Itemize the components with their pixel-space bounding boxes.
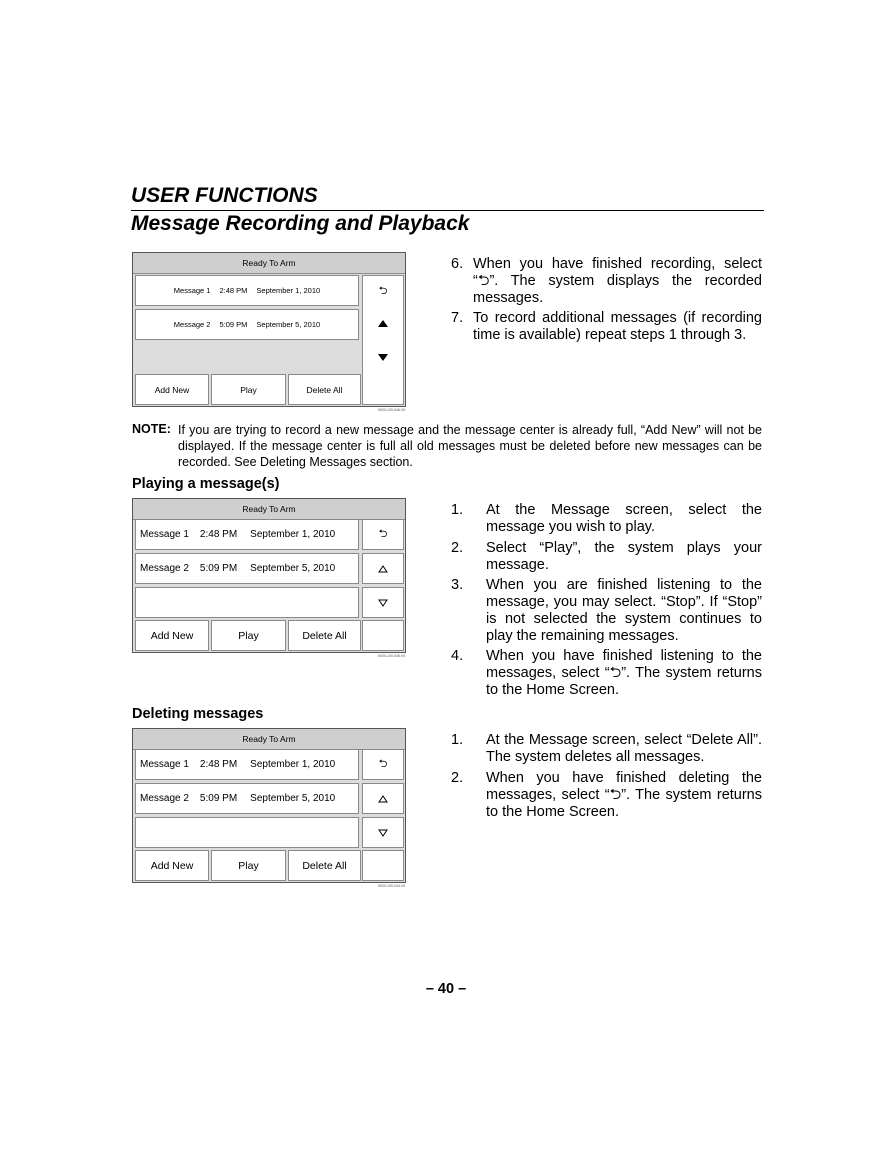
message-time: 2:48 PM: [219, 286, 248, 295]
empty-message-row: [135, 587, 359, 618]
step-number: 6.: [451, 256, 464, 272]
step-text: When you have finished listening to the messages, select “⮌”. The system returns to the Home Screen.: [486, 648, 762, 698]
step-7: [451, 310, 762, 344]
message-date: September 1, 2010: [250, 529, 336, 540]
back-arrow-icon: ⮌: [378, 757, 388, 770]
scroll-down-button[interactable]: [362, 817, 404, 848]
blank-button: [362, 850, 404, 881]
step-text: At the Message screen, select the message you wish to play.: [486, 502, 762, 535]
empty-message-row: [135, 817, 359, 848]
message-date: September 5, 2010: [250, 793, 336, 804]
playing-heading: Playing a message(s): [132, 476, 280, 492]
add-new-button[interactable]: Add New: [135, 374, 209, 405]
back-button[interactable]: [362, 519, 404, 550]
add-new-button[interactable]: Add New: [135, 620, 209, 651]
note-label: NOTE:: [132, 422, 171, 436]
message-time: 5:09 PM: [219, 320, 248, 329]
step-text: When you are finished listening to the message, you may select. “Stop”. If “Stop” is not selected the system continues to play the remaining messages.: [486, 577, 762, 644]
step-number: 4.: [451, 648, 464, 664]
note-text: If you are trying to record a new message and the message center is already full, “Add New” will not be displayed. If the message center is full all old messages must be deleted before new messages can be recorded. See Deleting Messages section.: [178, 423, 762, 469]
message-row-1[interactable]: [135, 275, 359, 306]
figure-id: 5000-100-045-V0: [378, 654, 406, 658]
step-number: 1.: [451, 502, 464, 518]
message-name: Message 2: [140, 563, 189, 574]
message-row-2[interactable]: [135, 783, 359, 814]
scroll-up-button[interactable]: [362, 783, 404, 814]
step-6: [451, 256, 762, 306]
step-text: At the Message screen, select “Delete All”. The system deletes all messages.: [486, 732, 762, 765]
blank-button: [362, 620, 404, 651]
message-date: September 5, 2010: [256, 320, 321, 329]
message-row-2[interactable]: [135, 553, 359, 584]
message-time: 5:09 PM: [199, 793, 238, 804]
step-number: 2.: [451, 770, 464, 786]
message-name: Message 2: [173, 320, 211, 329]
message-row-2[interactable]: [135, 309, 359, 340]
message-name: Message 2: [140, 793, 189, 804]
step-number: 7.: [451, 310, 464, 326]
message-name: Message 1: [140, 529, 189, 540]
message-time: 2:48 PM: [199, 529, 238, 540]
subsection-title: Message Recording and Playback: [131, 212, 470, 235]
step-number: 1.: [451, 732, 464, 748]
deleting-heading: Deleting messages: [132, 706, 264, 722]
scroll-down-button[interactable]: [363, 340, 403, 374]
figure-id: 5000-100-044-V0: [378, 884, 406, 888]
back-arrow-icon: ⮌: [378, 283, 388, 297]
message-date: September 5, 2010: [250, 563, 336, 574]
step-text: To record additional messages (if recording time is available) repeat steps 1 through 3.: [473, 310, 762, 343]
message-row-1[interactable]: [135, 519, 359, 550]
section-title: USER FUNCTIONS: [131, 183, 764, 211]
down-arrow-icon: [378, 829, 388, 837]
keypad-screen-playing: [132, 498, 406, 653]
add-new-button[interactable]: Add New: [135, 850, 209, 881]
screen-header: Ready To Arm: [133, 499, 405, 520]
figure-id: 5000-100-046-V0: [378, 408, 406, 412]
message-time: 2:48 PM: [199, 759, 238, 770]
play-button[interactable]: Play: [211, 374, 286, 405]
back-button[interactable]: [362, 749, 404, 780]
side-button-panel: [362, 275, 404, 405]
step-text: When you have finished recording, select “⮌”. The system displays the recorded messages.: [473, 256, 762, 306]
up-arrow-icon: [378, 565, 388, 573]
back-button[interactable]: [363, 276, 403, 306]
step-text: Select “Play”, the system plays your message.: [486, 540, 762, 573]
play-button[interactable]: Play: [211, 850, 286, 881]
message-name: Message 1: [173, 286, 211, 295]
delete-all-button[interactable]: Delete All: [288, 850, 361, 881]
page-number: – 40 –: [425, 981, 467, 997]
delete-all-button[interactable]: Delete All: [288, 620, 361, 651]
scroll-down-button[interactable]: [362, 587, 404, 618]
keypad-screen-recording: [132, 252, 406, 407]
keypad-screen-deleting: [132, 728, 406, 883]
message-date: September 1, 2010: [250, 759, 336, 770]
screen-header: Ready To Arm: [133, 729, 405, 750]
message-time: 5:09 PM: [199, 563, 238, 574]
step-number: 2.: [451, 540, 464, 556]
step-number: 3.: [451, 577, 464, 593]
message-row-1[interactable]: [135, 749, 359, 780]
message-name: Message 1: [140, 759, 189, 770]
play-button[interactable]: Play: [211, 620, 286, 651]
screen-header: Ready To Arm: [133, 253, 405, 274]
scroll-up-button[interactable]: [363, 306, 403, 340]
up-arrow-icon: [378, 795, 388, 803]
down-arrow-icon: [378, 354, 388, 361]
message-date: September 1, 2010: [256, 286, 321, 295]
delete-all-button[interactable]: Delete All: [288, 374, 361, 405]
scroll-up-button[interactable]: [362, 553, 404, 584]
up-arrow-icon: [378, 320, 388, 327]
down-arrow-icon: [378, 599, 388, 607]
back-arrow-icon: ⮌: [378, 527, 388, 540]
step-text: When you have finished deleting the messages, select “⮌”. The system returns to the Home Screen.: [486, 770, 762, 820]
